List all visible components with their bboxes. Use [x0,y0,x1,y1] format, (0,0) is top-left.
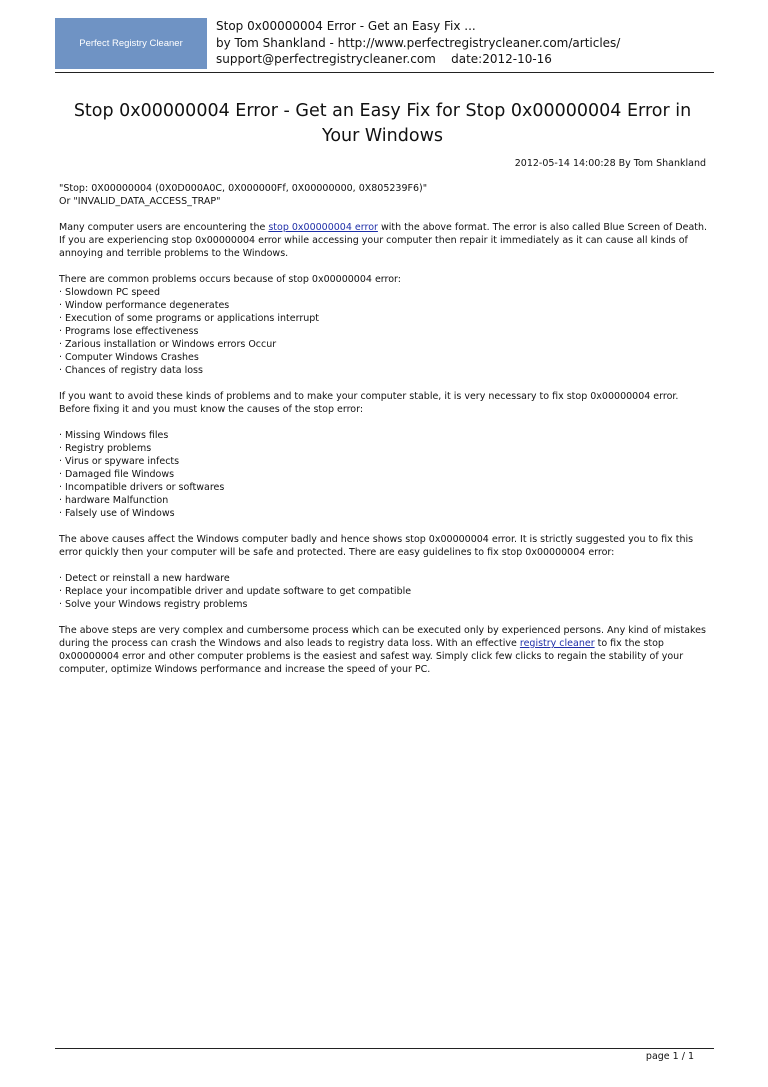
list-item: · Window performance degenerates [59,300,230,311]
problems-list [59,273,709,377]
list-item: · Programs lose effectiveness [59,326,199,337]
list-item: · Missing Windows files [59,430,169,441]
registry-cleaner-link[interactable]: registry cleaner [519,638,595,649]
article-meta: 2012-05-14 14:00:28 By Tom Shankland [514,158,706,169]
footer-divider [55,1048,714,1049]
intro-paragraph: Many computer users are encountering the stop 0x00000004 error with the above format. The error is also called Blue Screen of Death. If you are experiencing stop 0x00000004 error while accessing your computer then repair it immediately as it can cause all kinds of annoying and terrible problems to the Windows. [59,222,708,259]
list-item: · Execution of some programs or applications interrupt [59,313,320,324]
problems-intro: There are common problems occurs because of stop 0x00000004 error: [59,274,401,285]
logo-text: Perfect Registry Cleaner [79,38,183,49]
stop-error-link[interactable]: stop 0x00000004 error [268,222,378,233]
steps-list [59,572,709,611]
document-header [216,18,620,68]
list-item: · Zarious installation or Windows errors Occur [59,339,277,350]
header-byline: by Tom Shankland - http://www.perfectregistrycleaner.com/articles/ [216,35,621,50]
list-item: · Slowdown PC speed [59,287,161,298]
list-item: · Falsely use of Windows [59,508,175,519]
list-item: · Registry problems [59,443,152,454]
causes-intro: If you want to avoid these kinds of problems and to make your computer stable, it is very necessary to fix stop 0x00000004 error. Before fixing it and you must know the causes of the stop error: [59,391,679,415]
list-item: · Solve your Windows registry problems [59,599,248,610]
list-item: · hardware Malfunction [59,495,169,506]
closing-paragraph: The above steps are very complex and cumbersome process which can be executed only by experienced persons. Any kind of mistakes during the process can crash the Windows and also leads to registry data loss. With an effective registry cleaner to fix the stop 0x00000004 error and other computer problems is the easiest and safest way. Simply click few clicks to regain the stability of your computer, optimize Windows performance and increase the speed of your PC. [59,625,706,675]
stop-code-line: "Stop: 0X00000004 (0X0D000A0C, 0X000000Ff, 0X00000000, 0X805239F6)" [59,183,428,194]
page-number: page 1 / 1 [645,1051,694,1062]
site-logo [55,18,207,69]
list-item: · Incompatible drivers or softwares [59,482,225,493]
list-item: · Virus or spyware infects [59,456,180,467]
list-item: · Replace your incompatible driver and update software to get compatible [59,586,412,597]
list-item: · Damaged file Windows [59,469,175,480]
causes-list [59,429,709,520]
stop-code-alt: Or "INVALID_DATA_ACCESS_TRAP" [59,196,221,207]
list-item: · Detect or reinstall a new hardware [59,573,230,584]
guide-intro: The above causes affect the Windows computer badly and hence shows stop 0x00000004 error. It is strictly suggested you to fix this error quickly then your computer will be safe and protected. There are easy guidelines to fix stop 0x00000004 error: [59,534,694,558]
header-title: Stop 0x00000004 Error - Get an Easy Fix ... [216,19,476,33]
list-item: · Computer Windows Crashes [59,352,199,363]
article-title: Stop 0x00000004 Error - Get an Easy Fix for Stop 0x00000004 Error in Your Windows [73,101,692,146]
header-divider [55,72,714,73]
list-item: · Chances of registry data loss [59,365,203,376]
stop-code-block [59,182,709,208]
header-contact: support@perfectregistrycleaner.com date:2012-10-16 [216,52,552,66]
article-body [59,182,709,689]
